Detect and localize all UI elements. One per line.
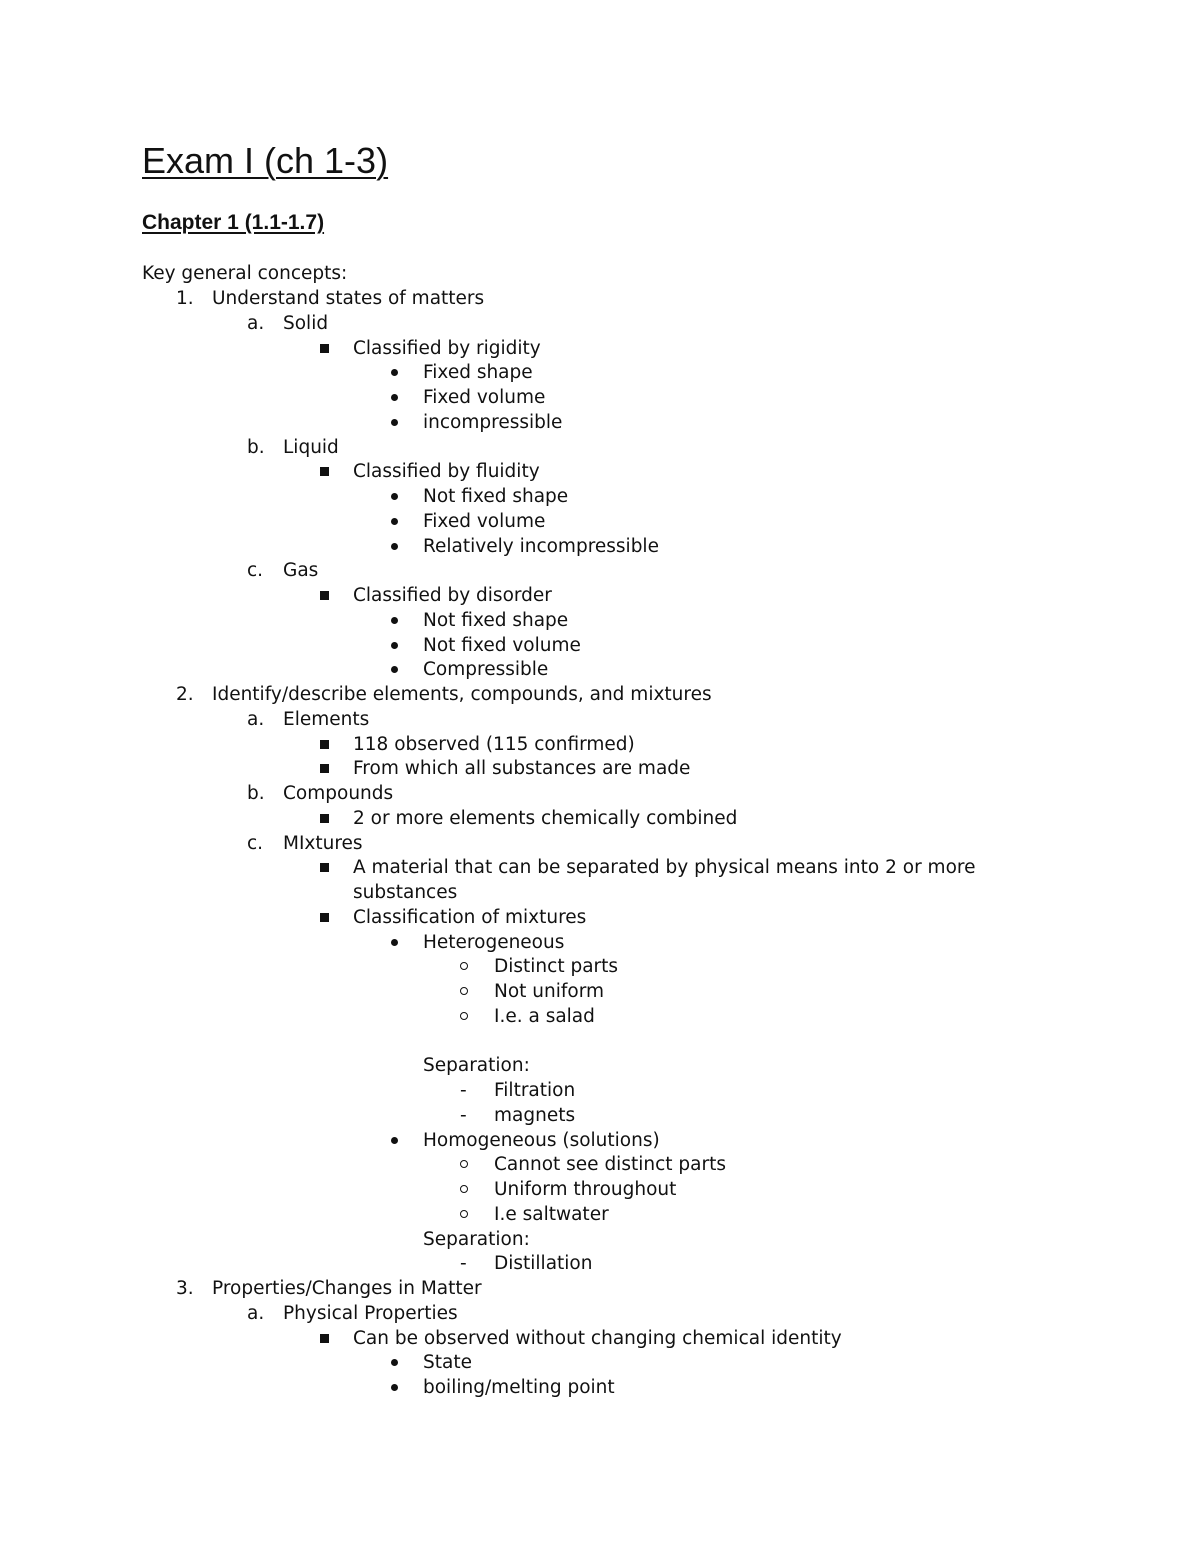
outline-item-text: From which all substances are made bbox=[353, 758, 691, 780]
list-letter: a. bbox=[247, 708, 265, 730]
list-letter: b. bbox=[247, 783, 265, 804]
round-bullet-icon bbox=[391, 1359, 398, 1366]
outline-item-text: Not fixed volume bbox=[423, 634, 581, 656]
outline-item-text: Classified by rigidity bbox=[353, 337, 541, 359]
hollow-bullet-icon bbox=[460, 962, 468, 970]
outline-item-text: Separation: bbox=[423, 1228, 530, 1250]
dash-bullet: - bbox=[460, 1104, 467, 1126]
round-bullet-icon bbox=[391, 666, 398, 673]
list-letter: b. bbox=[247, 436, 265, 458]
page-title: Exam I (ch 1-3) bbox=[142, 140, 389, 181]
list-number: 2. bbox=[176, 684, 194, 705]
square-bullet-icon bbox=[320, 764, 329, 773]
list-letter: c. bbox=[247, 832, 264, 854]
round-bullet-icon bbox=[391, 642, 398, 649]
outline-item-text: Heterogeneous bbox=[423, 931, 565, 953]
outline-item-text: Distillation bbox=[494, 1253, 593, 1275]
round-bullet-icon bbox=[391, 369, 398, 376]
outline-item-text: I.e. a salad bbox=[494, 1005, 595, 1027]
outline-item-text: Not fixed shape bbox=[423, 609, 569, 631]
hollow-bullet-icon bbox=[460, 1185, 468, 1193]
hollow-bullet-icon bbox=[460, 1012, 468, 1020]
round-bullet-icon bbox=[391, 939, 398, 946]
outline-item-text: Identify/describe elements, compounds, and mixtures bbox=[212, 684, 712, 705]
outline-item-text: I.e saltwater bbox=[494, 1203, 609, 1225]
square-bullet-icon bbox=[320, 863, 329, 872]
outline-item-text: Solid bbox=[283, 312, 329, 334]
outline-item-text: Gas bbox=[283, 560, 319, 582]
outline-item-text: Classified by fluidity bbox=[353, 461, 540, 483]
round-bullet-icon bbox=[391, 543, 398, 550]
chapter-heading: Chapter 1 (1.1-1.7) bbox=[142, 211, 325, 234]
outline-item-text: Physical Properties bbox=[283, 1302, 458, 1324]
list-number: 3. bbox=[176, 1278, 194, 1299]
outline-item-text: boiling/melting point bbox=[423, 1377, 615, 1398]
outline-item-text: Compounds bbox=[283, 783, 394, 804]
outline-item-text: Filtration bbox=[494, 1080, 576, 1101]
outline-item-text: Uniform throughout bbox=[494, 1179, 677, 1200]
list-letter: a. bbox=[247, 1302, 265, 1324]
hollow-bullet-icon bbox=[460, 987, 468, 995]
outline-item-text: Separation: bbox=[423, 1055, 530, 1077]
outline-item-text: Liquid bbox=[283, 436, 339, 458]
outline-item-text: 118 observed (115 confirmed) bbox=[353, 733, 635, 755]
round-bullet-icon bbox=[391, 1384, 398, 1391]
square-bullet-icon bbox=[320, 591, 329, 600]
outline-item-text: magnets bbox=[494, 1104, 576, 1126]
outline-item-text: Distinct parts bbox=[494, 956, 619, 978]
hollow-bullet-icon bbox=[460, 1210, 468, 1218]
outline-item-text: Fixed volume bbox=[423, 387, 546, 408]
square-bullet-icon bbox=[320, 913, 329, 922]
dash-bullet: - bbox=[460, 1253, 467, 1275]
outline-item-text: Understand states of matters bbox=[212, 288, 485, 309]
outline-item-text: Relatively incompressible bbox=[423, 535, 659, 557]
list-letter: a. bbox=[247, 312, 265, 334]
list-number: 1. bbox=[176, 288, 194, 309]
outline-item-text: Homogeneous (solutions) bbox=[423, 1129, 660, 1151]
outline-item-text: Fixed shape bbox=[423, 362, 533, 384]
square-bullet-icon bbox=[320, 344, 329, 353]
dash-bullet: - bbox=[460, 1080, 467, 1101]
round-bullet-icon bbox=[391, 493, 398, 500]
round-bullet-icon bbox=[391, 617, 398, 624]
outline-item-text: Classification of mixtures bbox=[353, 906, 587, 928]
round-bullet-icon bbox=[391, 394, 398, 401]
intro-text: Key general concepts: bbox=[142, 263, 348, 284]
outline-item-text: Can be observed without changing chemical identity bbox=[353, 1327, 842, 1349]
round-bullet-icon bbox=[391, 419, 398, 426]
outline-item-text: incompressible bbox=[423, 411, 563, 433]
square-bullet-icon bbox=[320, 740, 329, 749]
outline-item-text: MIxtures bbox=[283, 832, 363, 854]
outline-item-text: State bbox=[423, 1352, 472, 1374]
round-bullet-icon bbox=[391, 1137, 398, 1144]
outline-item-text: Not uniform bbox=[494, 981, 605, 1002]
outline-item-text: Properties/Changes in Matter bbox=[212, 1278, 482, 1299]
list-letter: c. bbox=[247, 560, 264, 582]
outline-item-text: Not fixed shape bbox=[423, 486, 569, 507]
outline-item-text: A material that can be separated by physical means into 2 or more bbox=[353, 857, 976, 879]
outline-item-text: Fixed volume bbox=[423, 510, 546, 532]
outline-item-text: Classified by disorder bbox=[353, 585, 552, 606]
square-bullet-icon bbox=[320, 1334, 329, 1343]
outline-item-text: substances bbox=[353, 882, 458, 903]
outline-item-text: Elements bbox=[283, 708, 370, 730]
square-bullet-icon bbox=[320, 467, 329, 476]
outline-item-text: Cannot see distinct parts bbox=[494, 1154, 726, 1176]
hollow-bullet-icon bbox=[460, 1160, 468, 1168]
outline-item-text: 2 or more elements chemically combined bbox=[353, 807, 738, 829]
square-bullet-icon bbox=[320, 814, 329, 823]
outline-item-text: Compressible bbox=[423, 659, 549, 681]
round-bullet-icon bbox=[391, 518, 398, 525]
